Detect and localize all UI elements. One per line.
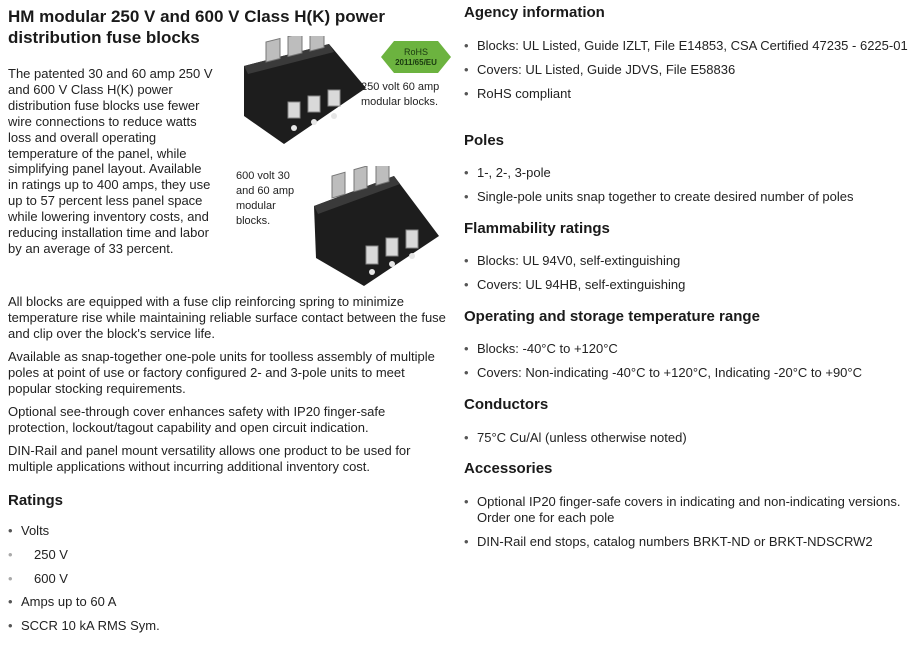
caption-250v: 250 volt 60 amp modular blocks. bbox=[361, 81, 440, 108]
paragraph: All blocks are equipped with a fuse clip reinforcing spring to minimize temperature rise while maintaining reliable surface contact between the fuse and clip over the block's service life. bbox=[8, 294, 446, 341]
ratings-section bbox=[8, 492, 308, 634]
fuse-block-250v-image bbox=[234, 36, 374, 148]
paragraph: Optional see-through cover enhances safety with IP20 finger-safe protection, lockout/tagout capability and open circuit indication. bbox=[8, 404, 386, 435]
paragraph: DIN-Rail and panel mount versatility allows one product to be used for multiple applications without incurring additional inventory cost. bbox=[8, 443, 411, 474]
list-item: • Covers: Non-indicating -40°C to +120°C, Indicating -20°C to +90°C bbox=[464, 365, 914, 381]
section-heading: Poles bbox=[464, 132, 505, 149]
list-item: • Blocks: -40°C to +120°C bbox=[464, 341, 914, 357]
section-heading: Operating and storage temperature range bbox=[464, 308, 760, 325]
sub-list-item: • 250 V bbox=[8, 547, 308, 563]
page-title: HM modular 250 V and 600 V Class H(K) power distribution fuse blocks bbox=[8, 7, 385, 47]
section-agency bbox=[464, 4, 914, 102]
section-heading: Flammability ratings bbox=[464, 220, 610, 237]
list-item: • Single-pole units snap together to create desired number of poles bbox=[464, 189, 914, 205]
list-item: • Blocks: UL Listed, Guide IZLT, File E14853, CSA Certified 47235 - 6225-01 bbox=[464, 38, 914, 54]
list-item: • DIN-Rail end stops, catalog numbers BRKT-ND or BRKT-NDSCRW2 bbox=[464, 534, 914, 550]
list-item: • Amps up to 60 A bbox=[8, 594, 308, 610]
rohs-badge bbox=[380, 39, 452, 75]
list-item: • Blocks: UL 94V0, self-extinguishing bbox=[464, 253, 914, 269]
list-item: • Covers: UL Listed, Guide JDVS, File E58836 bbox=[464, 62, 914, 78]
list-item: • 75°C Cu/Al (unless otherwise noted) bbox=[464, 430, 914, 446]
fuse-block-600v-image bbox=[304, 166, 446, 290]
rohs-badge-line2: 2011/65/EU bbox=[395, 58, 437, 67]
list-item: • Optional IP20 finger-safe covers in indicating and non-indicating versions. Order one for each pole bbox=[464, 494, 914, 526]
section-list bbox=[464, 165, 914, 205]
intro-paragraph: The patented 30 and 60 amp 250 V and 600 V Class H(K) power distribution fuse blocks use fewer wire connections to reduce watts loss and overall operating temperature of the panel, while simplifying panel layout. Available in ratings up to 400 amps, they use up to 57 percent less panel space while lowering inventory costs, and reducing installation time and labor by an average of 33 percent. bbox=[8, 66, 213, 256]
rohs-badge-line1: RoHS bbox=[403, 47, 429, 57]
section-accessories bbox=[464, 460, 914, 550]
section-list bbox=[464, 430, 914, 446]
section-heading: Accessories bbox=[464, 460, 553, 477]
section-list bbox=[464, 253, 914, 293]
section-heading: Conductors bbox=[464, 396, 549, 413]
list-item: • SCCR 10 kA RMS Sym. bbox=[8, 618, 308, 634]
list-item bbox=[8, 523, 308, 587]
section-conductors bbox=[464, 396, 914, 446]
rohs-badge-shape bbox=[381, 41, 451, 73]
section-flammability bbox=[464, 220, 914, 293]
body-paragraphs bbox=[8, 294, 448, 482]
section-list bbox=[464, 38, 914, 102]
left-column bbox=[8, 6, 448, 633]
section-temperature bbox=[464, 308, 914, 381]
list-item: • 1-, 2-, 3-pole bbox=[464, 165, 914, 181]
paragraph: Available as snap-together one-pole units for toolless assembly of multiple poles at point of use or factory configured 2- and 3-pole units to meet popular stocking requirements. bbox=[8, 349, 435, 396]
ratings-list bbox=[8, 523, 308, 634]
volts-sublist bbox=[21, 547, 308, 587]
list-item: • RoHS compliant bbox=[464, 86, 914, 102]
section-list bbox=[464, 494, 914, 550]
volts-label: Volts bbox=[21, 523, 50, 538]
list-item: • Covers: UL 94HB, self-extinguishing bbox=[464, 277, 914, 293]
caption-600v: 600 volt 30 and 60 amp modular blocks. bbox=[236, 170, 295, 227]
section-heading: Agency information bbox=[464, 4, 605, 21]
ratings-heading: Ratings bbox=[8, 492, 64, 509]
section-poles bbox=[464, 132, 914, 205]
section-list bbox=[464, 341, 914, 381]
sub-list-item: • 600 V bbox=[8, 571, 308, 587]
